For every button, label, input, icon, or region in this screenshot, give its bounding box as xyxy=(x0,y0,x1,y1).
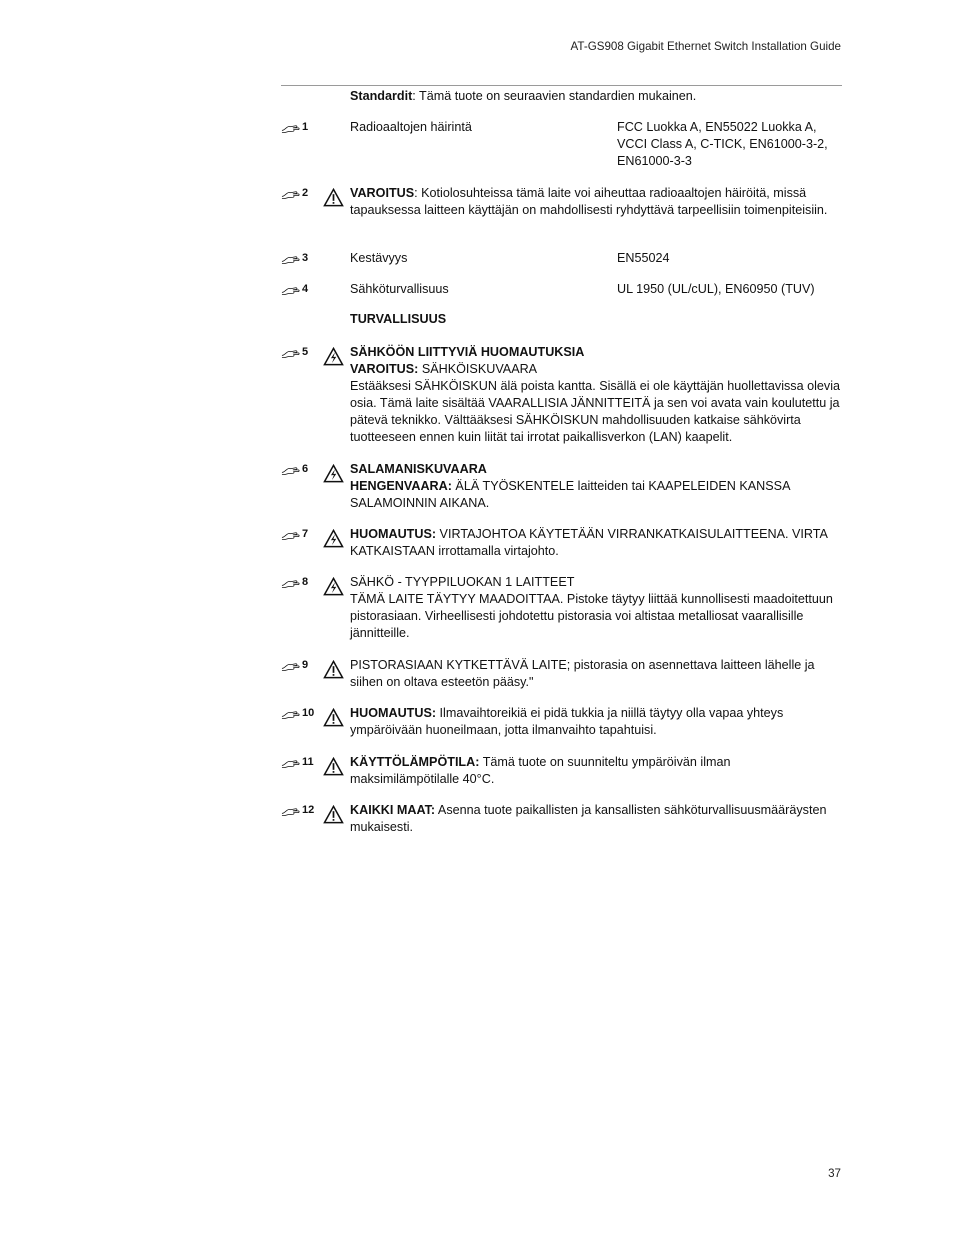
item-marker xyxy=(281,119,321,136)
item-number: 7 xyxy=(302,528,309,540)
item-label: Kestävyys xyxy=(350,251,408,265)
item-bold-lead: HUOMAUTUS: xyxy=(350,706,437,720)
warning-icon xyxy=(323,188,344,207)
item-marker xyxy=(281,526,321,543)
pointing-hand-icon xyxy=(281,348,300,359)
item-number: 4 xyxy=(302,283,309,295)
pointing-hand-icon xyxy=(281,530,300,541)
pointing-hand-icon xyxy=(281,123,300,134)
warning-icon xyxy=(323,660,344,679)
item-text xyxy=(350,344,842,446)
item-title: SÄHKÖ - TYYPPILUOKAN 1 LAITTEET xyxy=(350,575,575,589)
item-bold-lead: HENGENVAARA: xyxy=(350,479,452,493)
intro-text: : Tämä tuote on seuraavien standardien mukainen. xyxy=(412,89,697,103)
item-body: Ilmavaihtoreikiä ei pidä tukkia ja niillä täytyy olla vapaa yhteys ympäröivään huoneilmaan, jotta ilmanvaihto tapahtuisi. xyxy=(350,706,784,737)
item-subtitle: SÄHKÖISKUVAARA xyxy=(418,362,538,376)
item-text xyxy=(350,461,842,512)
item-body: PISTORASIAAN KYTKETTÄVÄ LAITE; pistorasia on asennettava laitteen lähelle ja siihen on oltava esteetön pääsy." xyxy=(350,658,815,689)
item-body: Asenna tuote paikallisten ja kansallisten sähköturvallisuusmääräysten mukaisesti. xyxy=(350,803,827,834)
pointing-hand-icon xyxy=(281,254,300,265)
item-bold-lead: KAIKKI MAAT: xyxy=(350,803,436,817)
item-body: VIRTAJOHTOA KÄYTETÄÄN VIRRANKATKAISULAITTEENA. VIRTA KATKAISTAAN irrottamalla virtajohto. xyxy=(350,527,828,558)
warning-icon xyxy=(323,708,344,727)
section-heading: TURVALLISUUS xyxy=(350,312,447,326)
pointing-hand-icon xyxy=(281,578,300,589)
item-number: 5 xyxy=(302,346,309,358)
pointing-hand-icon xyxy=(281,285,300,296)
item-marker xyxy=(281,461,321,478)
item-body: : Kotiolosuhteissa tämä laite voi aiheuttaa radioaaltojen häiröitä, missä tapauksessa laitteen käyttäjän on mahdollisesti ryhdyttävä tarpeellisiin toimenpiteisiin. xyxy=(350,186,828,217)
item-marker xyxy=(281,250,321,267)
item-number: 3 xyxy=(302,252,309,264)
item-number: 11 xyxy=(302,756,314,768)
electric-hazard-icon xyxy=(323,577,344,596)
item-text xyxy=(350,526,842,560)
electric-hazard-icon xyxy=(323,464,344,483)
item-bold-lead: VAROITUS: xyxy=(350,362,419,376)
electric-hazard-icon xyxy=(323,347,344,366)
item-body: TÄMÄ LAITE TÄYTYY MAADOITTAA. Pistoke täytyy liittää kunnollisesti maadoitettuun pistorasiaan. Virheellisesti johdotettu pistorasia voi altistaa metalliosat vaarallisille jännitteille. xyxy=(350,592,833,640)
pointing-hand-icon xyxy=(281,465,300,476)
pointing-hand-icon xyxy=(281,758,300,769)
item-value: EN55024 xyxy=(617,251,670,265)
item-bold-lead: HUOMAUTUS: xyxy=(350,527,437,541)
page-number: 37 xyxy=(828,1167,841,1180)
item-marker xyxy=(281,344,321,361)
item-bold-lead: KÄYTTÖLÄMPÖTILA: xyxy=(350,755,480,769)
item-text xyxy=(350,754,842,788)
pointing-hand-icon xyxy=(281,709,300,720)
item-body: Tämä tuote on suunniteltu ympäröivän ilman maksimilämpötilalle 40°C. xyxy=(350,755,731,786)
item-title: SALAMANISKUVAARA xyxy=(350,462,487,476)
item-marker xyxy=(281,281,321,298)
pointing-hand-icon xyxy=(281,661,300,672)
item-number: 12 xyxy=(302,804,315,816)
item-label: Radioaaltojen häirintä xyxy=(350,120,472,134)
warning-icon xyxy=(323,757,344,776)
item-marker xyxy=(281,574,321,591)
item-marker xyxy=(281,754,321,771)
item-marker xyxy=(281,657,321,674)
warning-icon xyxy=(323,805,344,824)
item-marker xyxy=(281,185,321,202)
item-body: Estääksesi SÄHKÖISKUN älä poista kantta. Sisällä ei ole käyttäjän huollettavissa olevia osia. Tämä laite sisältää VAARALLISIA JÄNNITTEITÄ ja sen voi avata vain koulutettu ja pätevä teknikko. Välttääksesi SÄHKÖISKUN mahdollisuuden katkaise sähkövirta tuotteeseen ennen kuin liität tai irrotat paikallisverkon (LAN) kaapelit. xyxy=(350,379,841,444)
item-text xyxy=(350,574,842,642)
item-title: SÄHKÖÖN LIITTYVIÄ HUOMAUTUKSIA xyxy=(350,345,585,359)
intro-label: Standardit xyxy=(350,89,413,103)
pointing-hand-icon xyxy=(281,189,300,200)
pointing-hand-icon xyxy=(281,806,300,817)
item-value: FCC Luokka A, EN55022 Luokka A, VCCI Class A, C-TICK, EN61000-3-2, EN61000-3-3 xyxy=(617,120,828,168)
item-value: UL 1950 (UL/cUL), EN60950 (TUV) xyxy=(617,282,815,296)
item-number: 9 xyxy=(302,659,309,671)
item-text xyxy=(350,705,842,739)
standards-intro xyxy=(350,88,842,105)
item-number: 6 xyxy=(302,463,309,475)
running-header-title: AT-GS908 Gigabit Ethernet Switch Installation Guide xyxy=(570,40,841,53)
header-rule xyxy=(281,85,842,86)
item-marker xyxy=(281,802,321,819)
item-number: 8 xyxy=(302,576,309,588)
item-number: 2 xyxy=(302,187,309,199)
item-text xyxy=(350,185,842,219)
item-label: Sähköturvallisuus xyxy=(350,282,449,296)
electric-hazard-icon xyxy=(323,529,344,548)
item-number: 1 xyxy=(302,121,309,133)
item-number: 10 xyxy=(302,707,315,719)
item-marker xyxy=(281,705,321,722)
item-text xyxy=(350,802,842,836)
item-bold-lead: VAROITUS xyxy=(350,186,415,200)
item-body: ÄLÄ TYÖSKENTELE laitteiden tai KAAPELEIDEN KANSSA SALAMOINNIN AIKANA. xyxy=(350,479,790,510)
